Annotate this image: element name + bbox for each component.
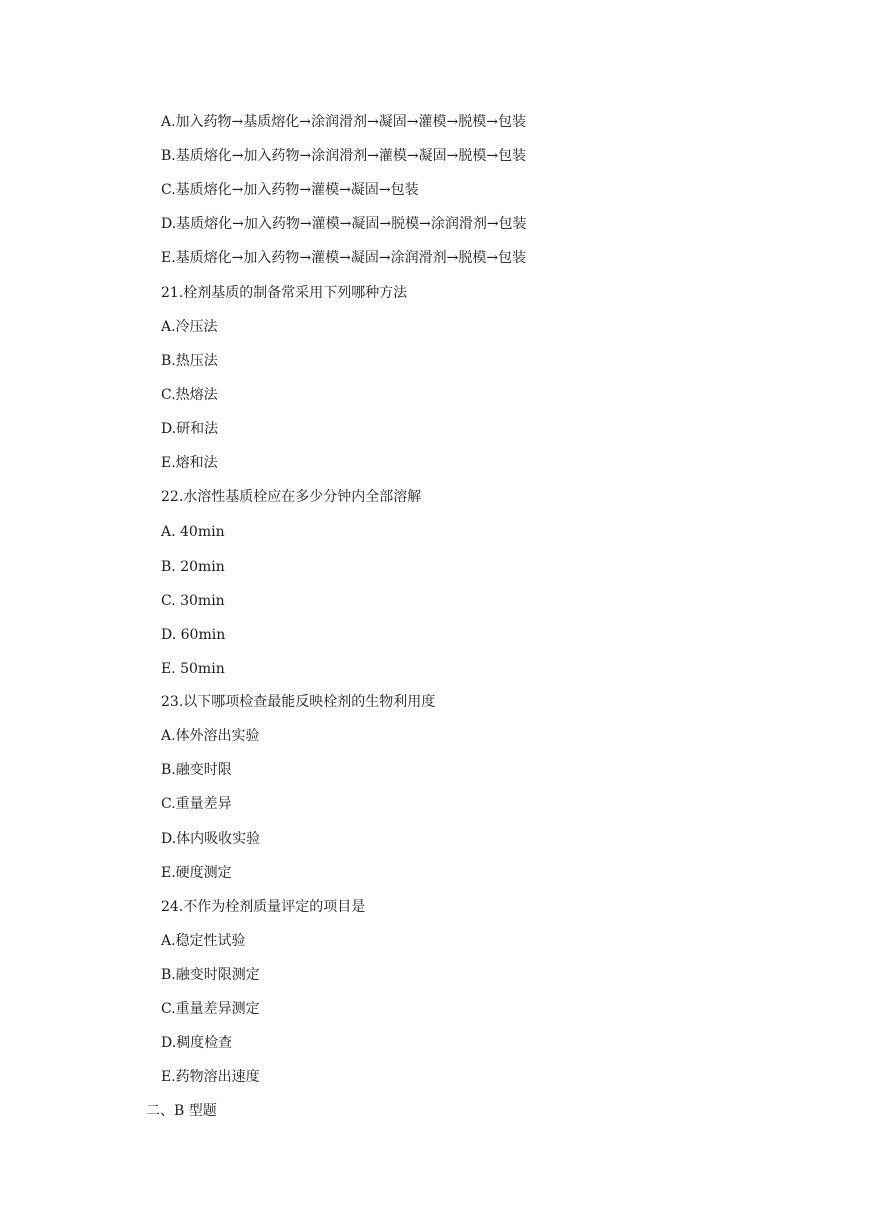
- option-e-q20: E.基质熔化→加入药物→灌模→凝固→涂润滑剂→脱模→包装: [161, 250, 527, 266]
- option-e-q24: E.药物溶出速度: [161, 1069, 260, 1085]
- option-d-q24: D.稠度检查: [161, 1035, 233, 1051]
- question-21: 21.栓剂基质的制备常采用下列哪种方法: [161, 285, 408, 301]
- option-c-q23: C.重量差异: [161, 796, 232, 812]
- option-e-q23: E.硬度测定: [161, 865, 232, 881]
- option-c-q20: C.基质熔化→加入药物→灌模→凝固→包装: [161, 182, 419, 198]
- option-a-q24: A.稳定性试验: [161, 933, 246, 949]
- option-a-q21: A.冷压法: [161, 319, 218, 335]
- question-23: 23.以下哪项检查最能反映栓剂的生物利用度: [161, 694, 436, 710]
- question-22: 22.水溶性基质栓应在多少分钟内全部溶解: [161, 489, 422, 505]
- section-heading-b-type: 二、B 型题: [146, 1103, 217, 1119]
- option-d-q21: D.研和法: [161, 421, 219, 437]
- option-e-q21: E.熔和法: [161, 455, 218, 471]
- option-c-q22: C. 30min: [161, 593, 225, 609]
- option-c-q24: C.重量差异测定: [161, 1001, 260, 1017]
- option-d-q23: D.体内吸收实验: [161, 831, 261, 847]
- option-d-q22: D. 60min: [161, 627, 226, 643]
- option-b-q23: B.融变时限: [161, 762, 232, 778]
- option-e-q22: E. 50min: [161, 661, 225, 677]
- option-b-q20: B.基质熔化→加入药物→涂润滑剂→灌模→凝固→脱模→包装: [161, 148, 527, 164]
- option-b-q21: B.热压法: [161, 353, 218, 369]
- option-a-q20: A.加入药物→基质熔化→涂润滑剂→凝固→灌模→脱模→包装: [161, 114, 526, 130]
- option-a-q23: A.体外溶出实验: [161, 728, 260, 744]
- option-d-q20: D.基质熔化→加入药物→灌模→凝固→脱模→涂润滑剂→包装: [161, 216, 527, 232]
- option-b-q22: B. 20min: [161, 559, 225, 575]
- question-24: 24.不作为栓剂质量评定的项目是: [161, 899, 366, 915]
- option-c-q21: C.热熔法: [161, 387, 218, 403]
- option-a-q22: A. 40min: [161, 524, 225, 540]
- option-b-q24: B.融变时限测定: [161, 967, 260, 983]
